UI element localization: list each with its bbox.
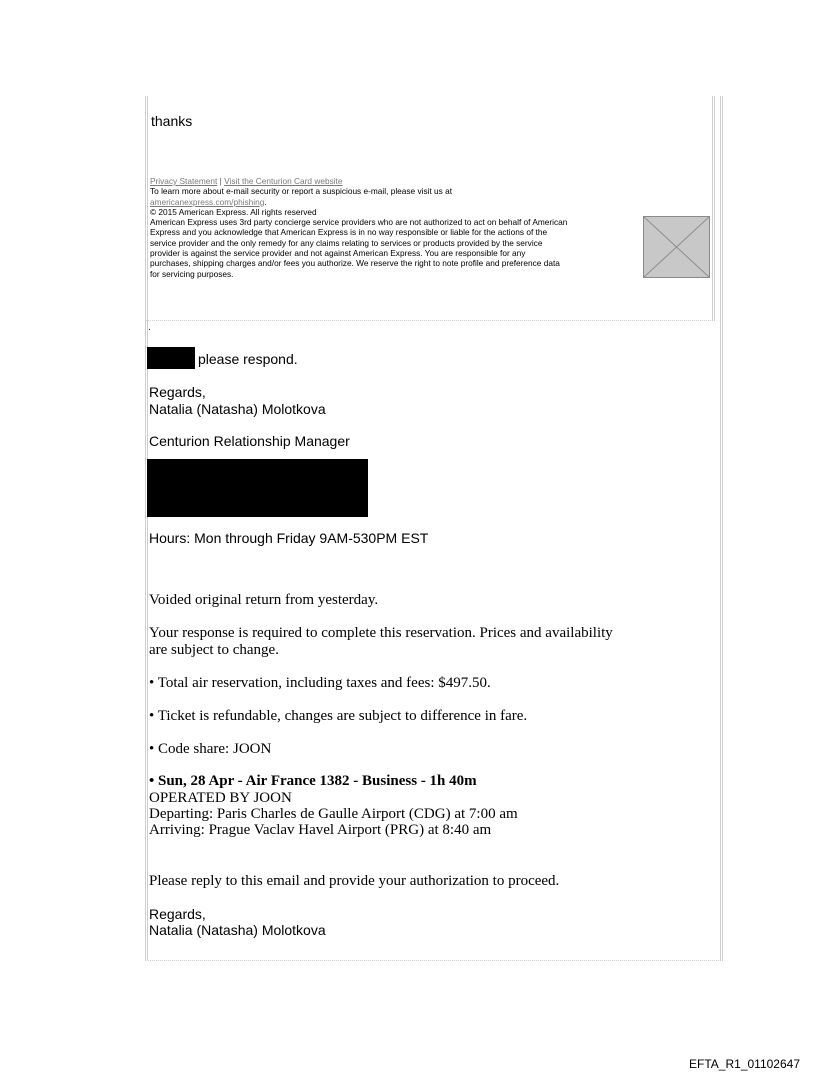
disclaimer-line: service provider and the only remedy for any claims relating to services or products provided by the service	[150, 237, 543, 248]
operated-by: OPERATED BY JOON	[149, 790, 292, 806]
regards-text: Regards,	[149, 384, 206, 400]
disclaimer-line: purchases, shipping charges and/or fees you authorize. We reserve the right to note profile and preference data	[150, 258, 560, 269]
voided-note: Voided original return from yesterday.	[149, 592, 379, 608]
redaction-box	[147, 459, 368, 517]
centurion-website-link[interactable]: Visit the Centurion Card website	[224, 176, 343, 186]
response-required-line: Your response is required to complete this reservation. Prices and availability	[149, 625, 613, 641]
please-respond-text: please respond.	[198, 351, 298, 367]
disclaimer-line: American Express uses 3rd party concierge service providers who are not authorized to act on behalf of American	[150, 217, 568, 228]
itinerary-bullet: • Code share: JOON	[149, 741, 272, 757]
sender-name: Natalia (Natasha) Molotkova	[149, 922, 326, 938]
security-line: To learn more about e-mail security or report a suspicious e-mail, please visit us at	[150, 186, 453, 197]
regards-text: Regards,	[149, 906, 206, 922]
sender-title: Centurion Relationship Manager	[149, 433, 350, 449]
broken-image-icon	[643, 216, 710, 278]
quoted-thanks: thanks	[151, 113, 193, 129]
legal-footer	[150, 176, 642, 279]
link-separator: |	[219, 176, 222, 186]
privacy-statement-link[interactable]: Privacy Statement	[150, 176, 218, 186]
itinerary-bullet: • Ticket is refundable, changes are subject to difference in fare.	[149, 708, 528, 724]
disclaimer-line: for servicing purposes.	[150, 268, 234, 279]
authorization-request: Please reply to this email and provide your authorization to proceed.	[149, 873, 560, 889]
stray-dot: .	[148, 322, 151, 333]
departure-info: Departing: Paris Charles de Gaulle Airport (CDG) at 7:00 am	[149, 806, 518, 822]
redaction-box	[147, 347, 195, 369]
sender-name: Natalia (Natasha) Molotkova	[149, 401, 326, 417]
disclaimer-line: Express and you acknowledge that American Express is in no way responsible or liable for the actions of the	[150, 227, 548, 238]
flight-summary: • Sun, 28 Apr - Air France 1382 - Business - 1h 40m	[149, 773, 477, 789]
phishing-period: .	[264, 196, 267, 207]
disclaimer-line: provider is against the service provider and not against American Express. You are responsible for any	[150, 248, 526, 259]
response-required-line: are subject to change.	[149, 642, 279, 658]
office-hours: Hours: Mon through Friday 9AM-530PM EST	[149, 530, 429, 546]
arrival-info: Arriving: Prague Vaclav Havel Airport (PRG) at 8:40 am	[149, 822, 492, 838]
copyright-line: © 2015 American Express. All rights reserved	[150, 206, 317, 217]
document-id: EFTA_R1_01102647	[689, 1057, 800, 1071]
phishing-link[interactable]: americanexpress.com/phishing	[150, 196, 265, 207]
itinerary-bullet: • Total air reservation, including taxes and fees: $497.50.	[149, 675, 491, 691]
